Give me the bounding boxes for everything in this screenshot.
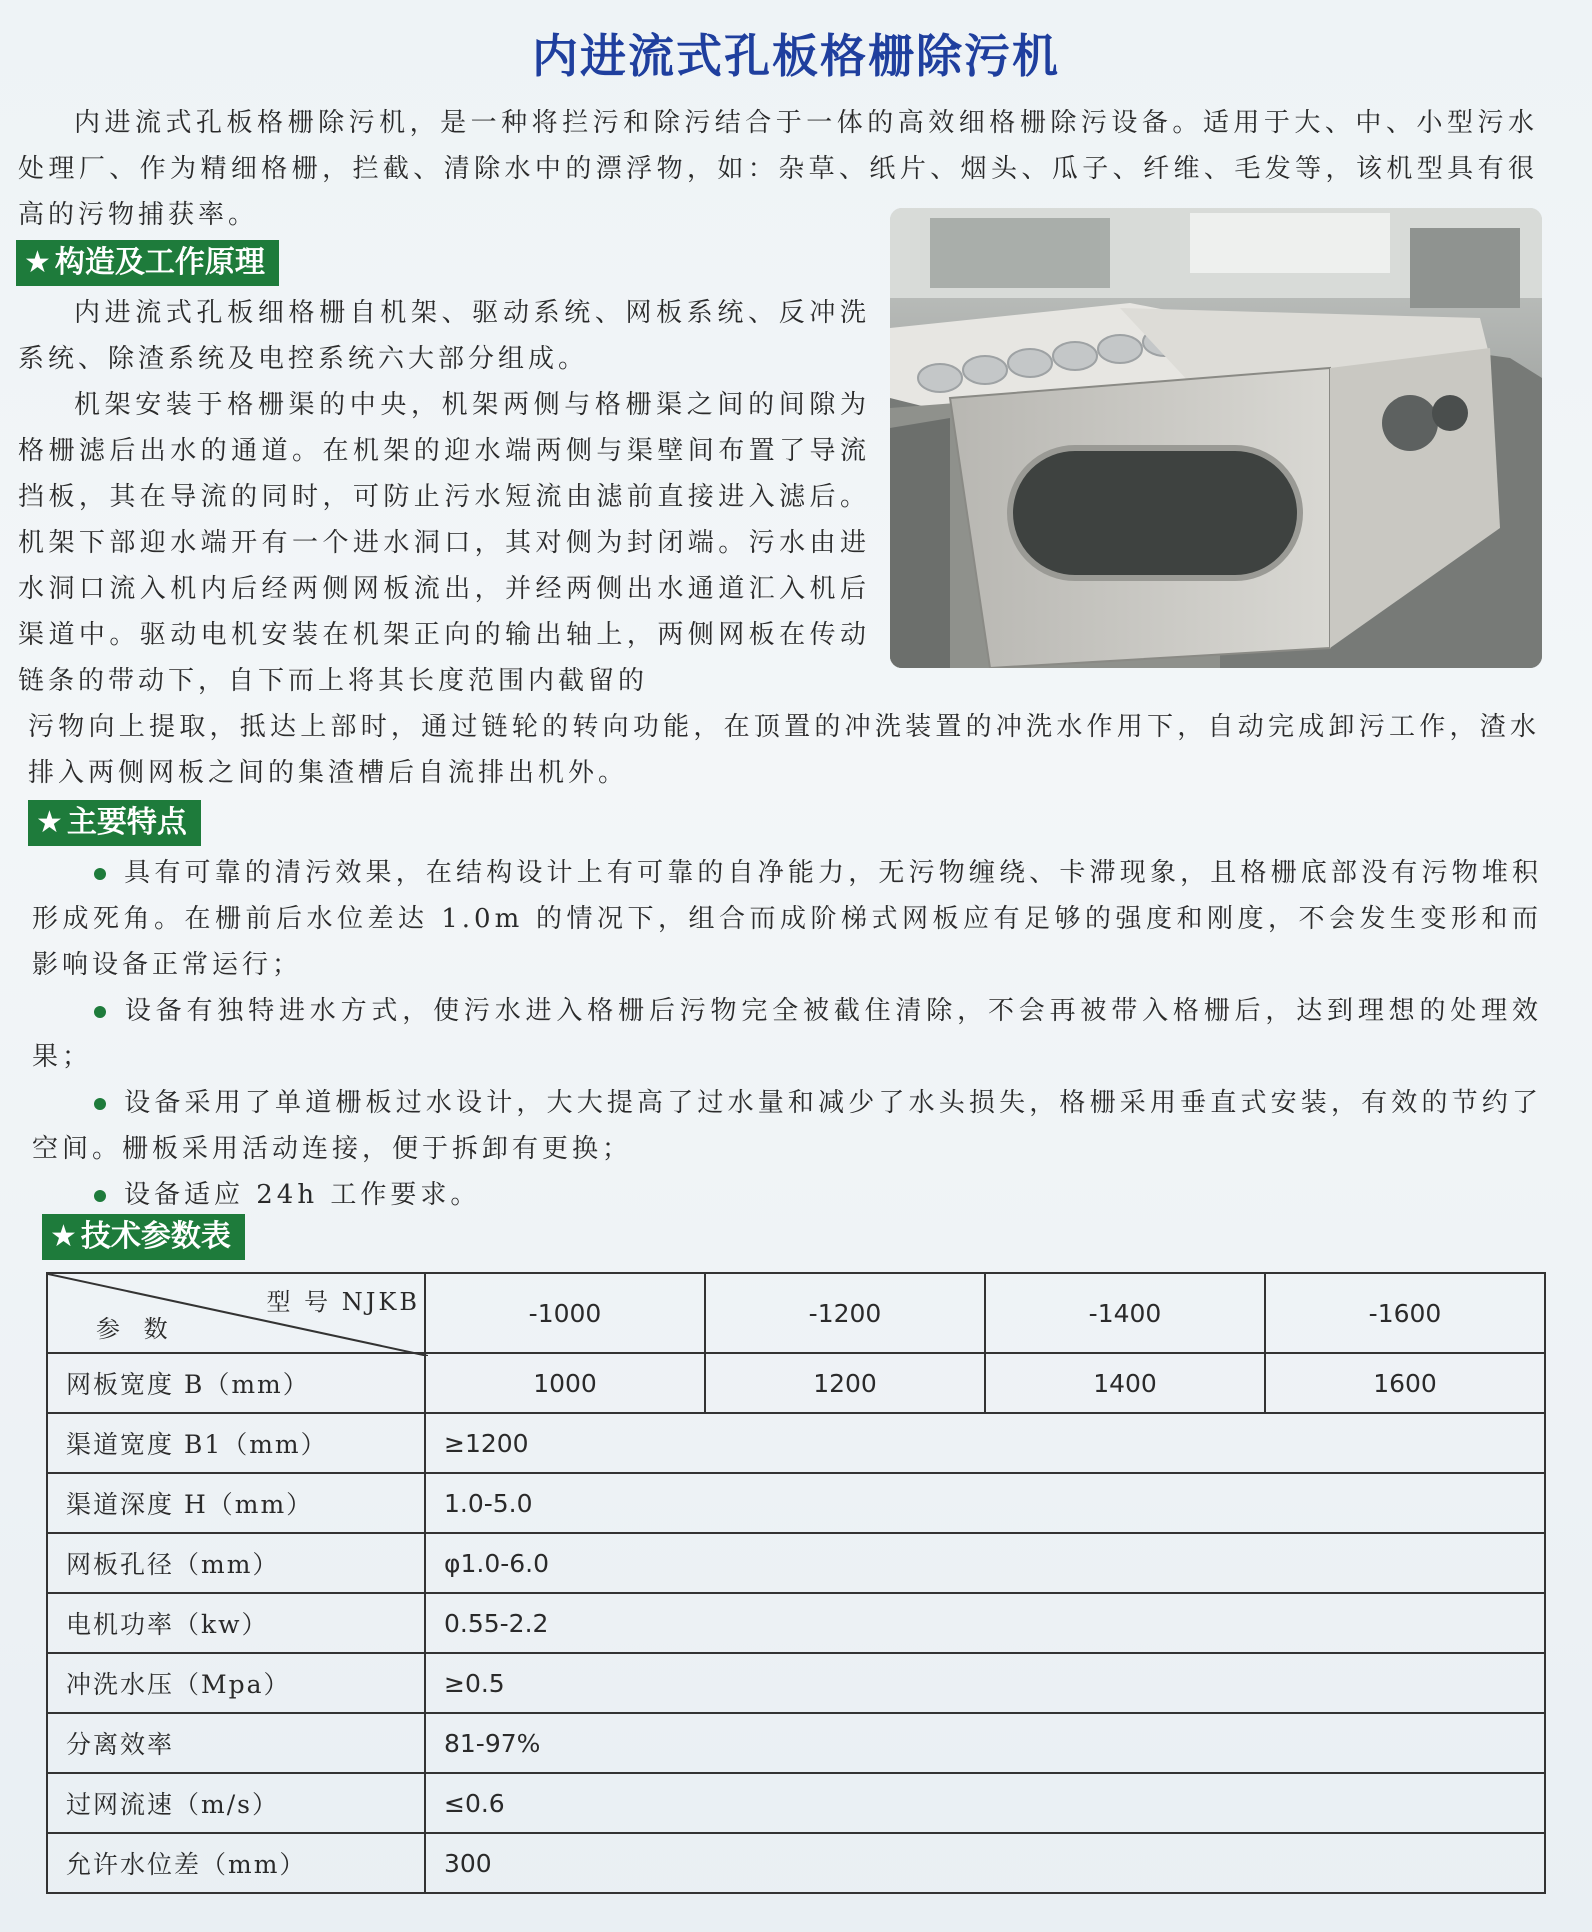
header-param-label: 参 数: [96, 1315, 176, 1343]
value-cell: ≥1200: [425, 1413, 1545, 1473]
header-diagonal-cell: [47, 1273, 425, 1353]
table-row: [47, 1593, 1545, 1653]
feature-item-4: [32, 1172, 1542, 1218]
feature-item-text: 设备适应 24h 工作要求。: [124, 1180, 481, 1210]
spec-table: [46, 1272, 1546, 1894]
table-row: [47, 1773, 1545, 1833]
feature-item-1: [32, 850, 1542, 988]
model-cell: -1600: [1265, 1273, 1545, 1353]
value-cell: ≥0.5: [425, 1653, 1545, 1713]
row-label: 冲洗水压（Mpa）: [47, 1653, 425, 1713]
value-cell: 300: [425, 1833, 1545, 1893]
feature-item-text: 具有可靠的清污效果，在结构设计上有可靠的自净能力，无污物缠绕、卡滞现象，且格栅底部没有污物堆积形成死角。在栅前后水位差达 1.0m 的情况下，组合而成阶梯式网板应有足够的强度和刚度，不会发生变形和而影响设备正常运行；: [32, 858, 1542, 980]
table-row: [47, 1413, 1545, 1473]
structure-paragraph-2: 机架安装于格栅渠的中央，机架两侧与格栅渠之间的间隙为格栅滤后出水的通道。在机架的迎水端两侧与渠壁间布置了导流挡板，其在导流的同时，可防止污水短流由滤前直接进入滤后。机架下部迎水端开有一个进水洞口，其对侧为封闭端。污水由进水洞口流入机内后经两侧网板流出，并经两侧出水通道汇入机后渠道中。驱动电机安装在机架正向的输出轴上，两侧网板在传动链条的带动下，自下而上将其长度范围内截留的: [18, 390, 870, 696]
bullet-icon: [94, 868, 106, 880]
table-row: [47, 1653, 1545, 1713]
feature-item-3: [32, 1080, 1542, 1172]
feature-item-text: 设备有独特进水方式，使污水进入格栅后污物完全被截住清除，不会再被带入格栅后，达到理想的处理效果；: [32, 996, 1542, 1072]
header-model-label: 型 号 NJKB: [266, 1288, 420, 1316]
section-structure-heading: [16, 240, 279, 286]
bullet-icon: [94, 1098, 106, 1110]
table-row: [47, 1473, 1545, 1533]
feature-item-text: 设备采用了单道栅板过水设计，大大提高了过水量和减少了水头损失，格栅采用垂直式安装，有效的节约了空间。栅板采用活动连接，便于拆卸有更换；: [32, 1088, 1542, 1164]
value-cell: 1600: [1265, 1353, 1545, 1413]
value-cell: 1200: [705, 1353, 985, 1413]
star-icon: ★: [24, 245, 51, 280]
section-features-title: 主要特点: [66, 805, 187, 840]
row-label: 网板宽度 B（mm）: [47, 1353, 425, 1413]
row-label: 分离效率: [47, 1713, 425, 1773]
star-icon: ★: [36, 805, 63, 840]
value-cell: 81-97%: [425, 1713, 1545, 1773]
table-row: [47, 1353, 1545, 1413]
row-label: 过网流速（m/s）: [47, 1773, 425, 1833]
bullet-icon: [94, 1190, 106, 1202]
structure-paragraph-1: 内进流式孔板细格栅自机架、驱动系统、网板系统、反冲洗系统、除渣系统及电控系统六大部分组成。: [18, 298, 870, 374]
table-row: [47, 1533, 1545, 1593]
section-specs-title: 技术参数表: [80, 1219, 231, 1254]
intro-paragraph: 内进流式孔板格栅除污机，是一种将拦污和除污结合于一体的高效细格栅除污设备。适用于大、中、小型污水处理厂、作为精细格栅，拦截、清除水中的漂浮物，如：杂草、纸片、烟头、瓜子、纤维、毛发等，该机型具有很高的污物捕获率。: [18, 108, 1538, 230]
star-icon: ★: [50, 1219, 77, 1254]
model-cell: -1200: [705, 1273, 985, 1353]
row-label: 电机功率（kw）: [47, 1593, 425, 1653]
row-label: 允许水位差（mm）: [47, 1833, 425, 1893]
machine-photo: [890, 208, 1542, 668]
bullet-icon: [94, 1006, 106, 1018]
model-cell: -1400: [985, 1273, 1265, 1353]
value-cell: φ1.0-6.0: [425, 1533, 1545, 1593]
feature-item-2: [32, 988, 1542, 1080]
page-title: 内进流式孔板格栅除污机: [532, 29, 1060, 83]
row-label: 渠道宽度 B1（mm）: [47, 1413, 425, 1473]
structure-paragraph-2-continued: 污物向上提取，抵达上部时，通过链轮的转向功能，在顶置的冲洗装置的冲洗水作用下，自动完成卸污工作，渣水排入两侧网板之间的集渣槽后自流排出机外。: [28, 712, 1540, 788]
row-label: 渠道深度 H（mm）: [47, 1473, 425, 1533]
section-features-heading: [28, 800, 201, 846]
value-cell: 0.55-2.2: [425, 1593, 1545, 1653]
value-cell: ≤0.6: [425, 1773, 1545, 1833]
row-label: 网板孔径（mm）: [47, 1533, 425, 1593]
value-cell: 1000: [425, 1353, 705, 1413]
value-cell: 1.0-5.0: [425, 1473, 1545, 1533]
section-structure-title: 构造及工作原理: [54, 245, 265, 280]
value-cell: 1400: [985, 1353, 1265, 1413]
section-specs-heading: [42, 1214, 245, 1260]
model-cell: -1000: [425, 1273, 705, 1353]
table-row: [47, 1713, 1545, 1773]
table-row: [47, 1833, 1545, 1893]
table-header-row: [47, 1273, 1545, 1353]
